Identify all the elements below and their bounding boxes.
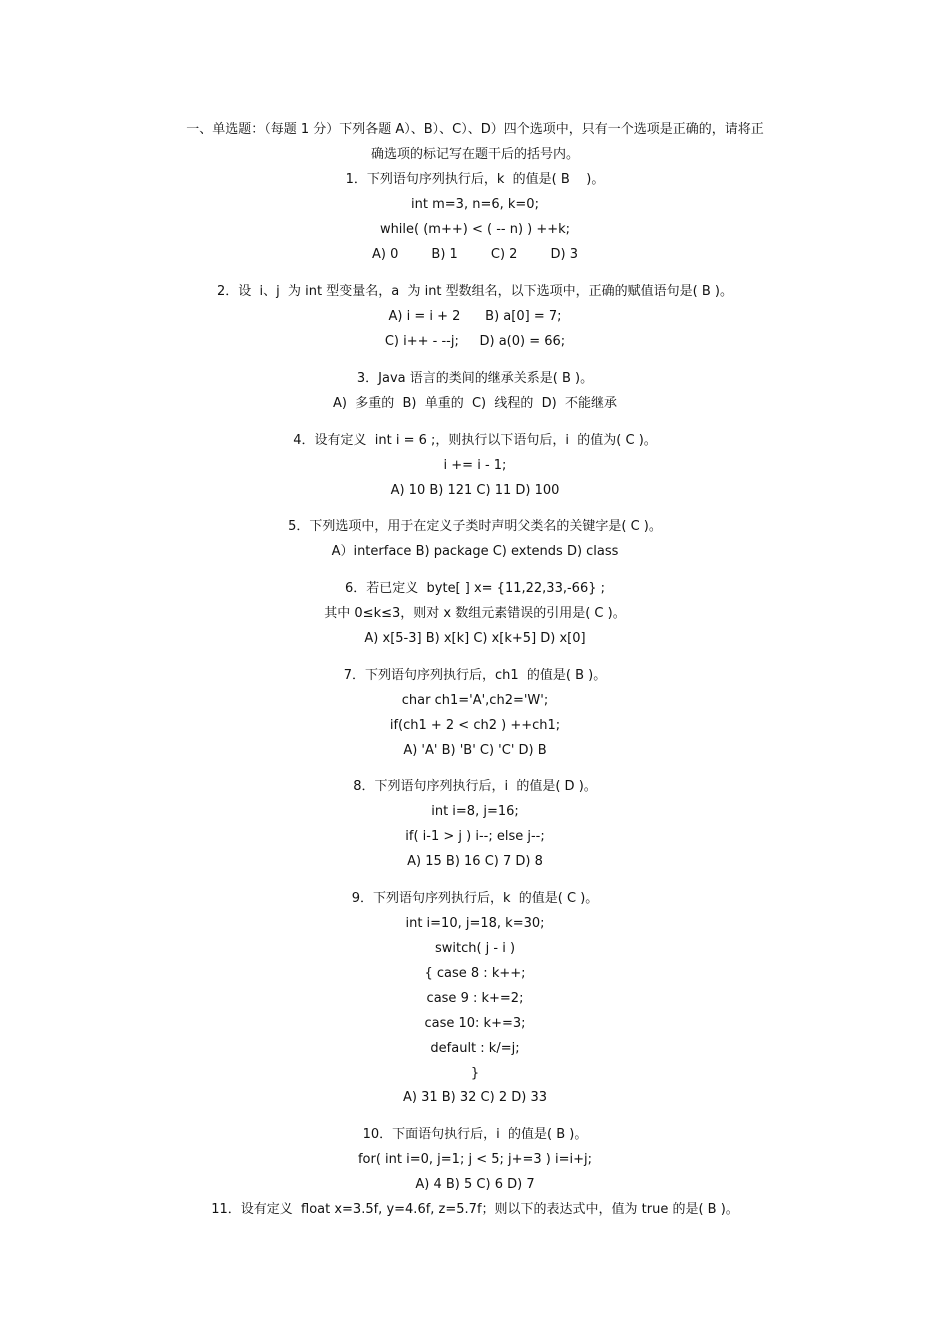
question-4-stem: 4．设有定义 int i = 6 ;，则执行以下语句后，i 的值为( C )。 xyxy=(293,433,657,448)
intro-text: 确选项的标记写在题干后的括号内。 xyxy=(370,147,579,162)
question-8-code: int i=8, j=16; xyxy=(431,804,519,819)
question-7-stem: 7．下列语句序列执行后，ch1 的值是( B )。 xyxy=(343,668,607,683)
question-9-options: A) 31 B) 32 C) 2 D) 33 xyxy=(402,1090,547,1105)
question-8-code: if( i-1 > j ) i--; else j--; xyxy=(405,829,545,844)
question-9-code: } xyxy=(470,1066,480,1081)
question-10-stem: 10．下面语句执行后，i 的值是( B )。 xyxy=(362,1127,588,1142)
question-4-options: A) 10 B) 121 C) 11 D) 100 xyxy=(390,483,560,498)
question-9-code: case 9 : k+=2; xyxy=(426,991,524,1006)
question-1-code: while( (m++) < ( -- n) ) ++k; xyxy=(379,222,571,237)
question-8-stem: 8．下列语句序列执行后，i 的值是( D )。 xyxy=(353,779,597,794)
question-7-code: if(ch1 + 2 < ch2 ) ++ch1; xyxy=(389,718,561,733)
question-3-options: A) 多重的 B) 单重的 C) 线程的 D) 不能继承 xyxy=(332,396,618,411)
question-9-code: case 10: k+=3; xyxy=(424,1016,526,1031)
question-4-code: i += i - 1; xyxy=(443,458,507,473)
question-2-options: C) i++ - --j; D) a(0) = 66; xyxy=(384,334,566,349)
question-10-options: A) 4 B) 5 C) 6 D) 7 xyxy=(415,1177,535,1192)
question-2-stem: 2．设 i、j 为 int 型变量名，a 为 int 型数组名，以下选项中，正确的赋值语句是( B )。 xyxy=(216,284,733,299)
question-9-code: { case 8 : k++; xyxy=(424,966,526,981)
question-1-code: int m=3, n=6, k=0; xyxy=(411,197,539,212)
question-1-stem: 1．下列语句序列执行后，k 的值是( B )。 xyxy=(345,172,605,187)
question-9-code: default : k/=j; xyxy=(430,1041,520,1056)
question-1-options: A) 0 B) 1 C) 2 D) 3 xyxy=(372,247,578,262)
question-3-stem: 3．Java 语言的类间的继承关系是( B )。 xyxy=(356,371,594,386)
question-6-options: A) x[5-3] B) x[k] C) x[k+5] D) x[0] xyxy=(364,631,586,646)
question-5-options: A）interface B) package C) extends D) class xyxy=(331,544,619,559)
question-7-code: char ch1='A',ch2='W'; xyxy=(401,693,549,708)
question-6-stem: 其中 0≤k≤3，则对 x 数组元素错误的引用是( C )。 xyxy=(324,606,626,621)
question-9-stem: 9．下列语句序列执行后，k 的值是( C )。 xyxy=(351,891,599,906)
question-11-stem: 11．设有定义 float x=3.5f, y=4.6f, z=5.7f；则以下的表达式中，值为 true 的是( B )。 xyxy=(211,1202,739,1217)
intro-text: 一、单选题：（每题 1 分）下列各题 A）、B）、C）、D）四个选项中，只有一个选项是正确的，请将正 xyxy=(186,122,764,137)
question-8-options: A) 15 B) 16 C) 7 D) 8 xyxy=(407,854,543,869)
question-2-options: A) i = i + 2 B) a[0] = 7; xyxy=(388,309,562,324)
question-6-stem: 6．若已定义 byte[ ] x= {11,22,33,-66} ; xyxy=(344,581,605,596)
question-7-options: A) 'A' B) 'B' C) 'C' D) B xyxy=(403,743,547,758)
question-10-code: for( int i=0, j=1; j < 5; j+=3 ) i=i+j; xyxy=(357,1152,593,1167)
question-9-code: int i=10, j=18, k=30; xyxy=(405,916,545,931)
question-5-stem: 5．下列选项中，用于在定义子类时声明父类名的关键字是( C )。 xyxy=(288,519,662,534)
question-9-code: switch( j - i ) xyxy=(434,941,516,956)
